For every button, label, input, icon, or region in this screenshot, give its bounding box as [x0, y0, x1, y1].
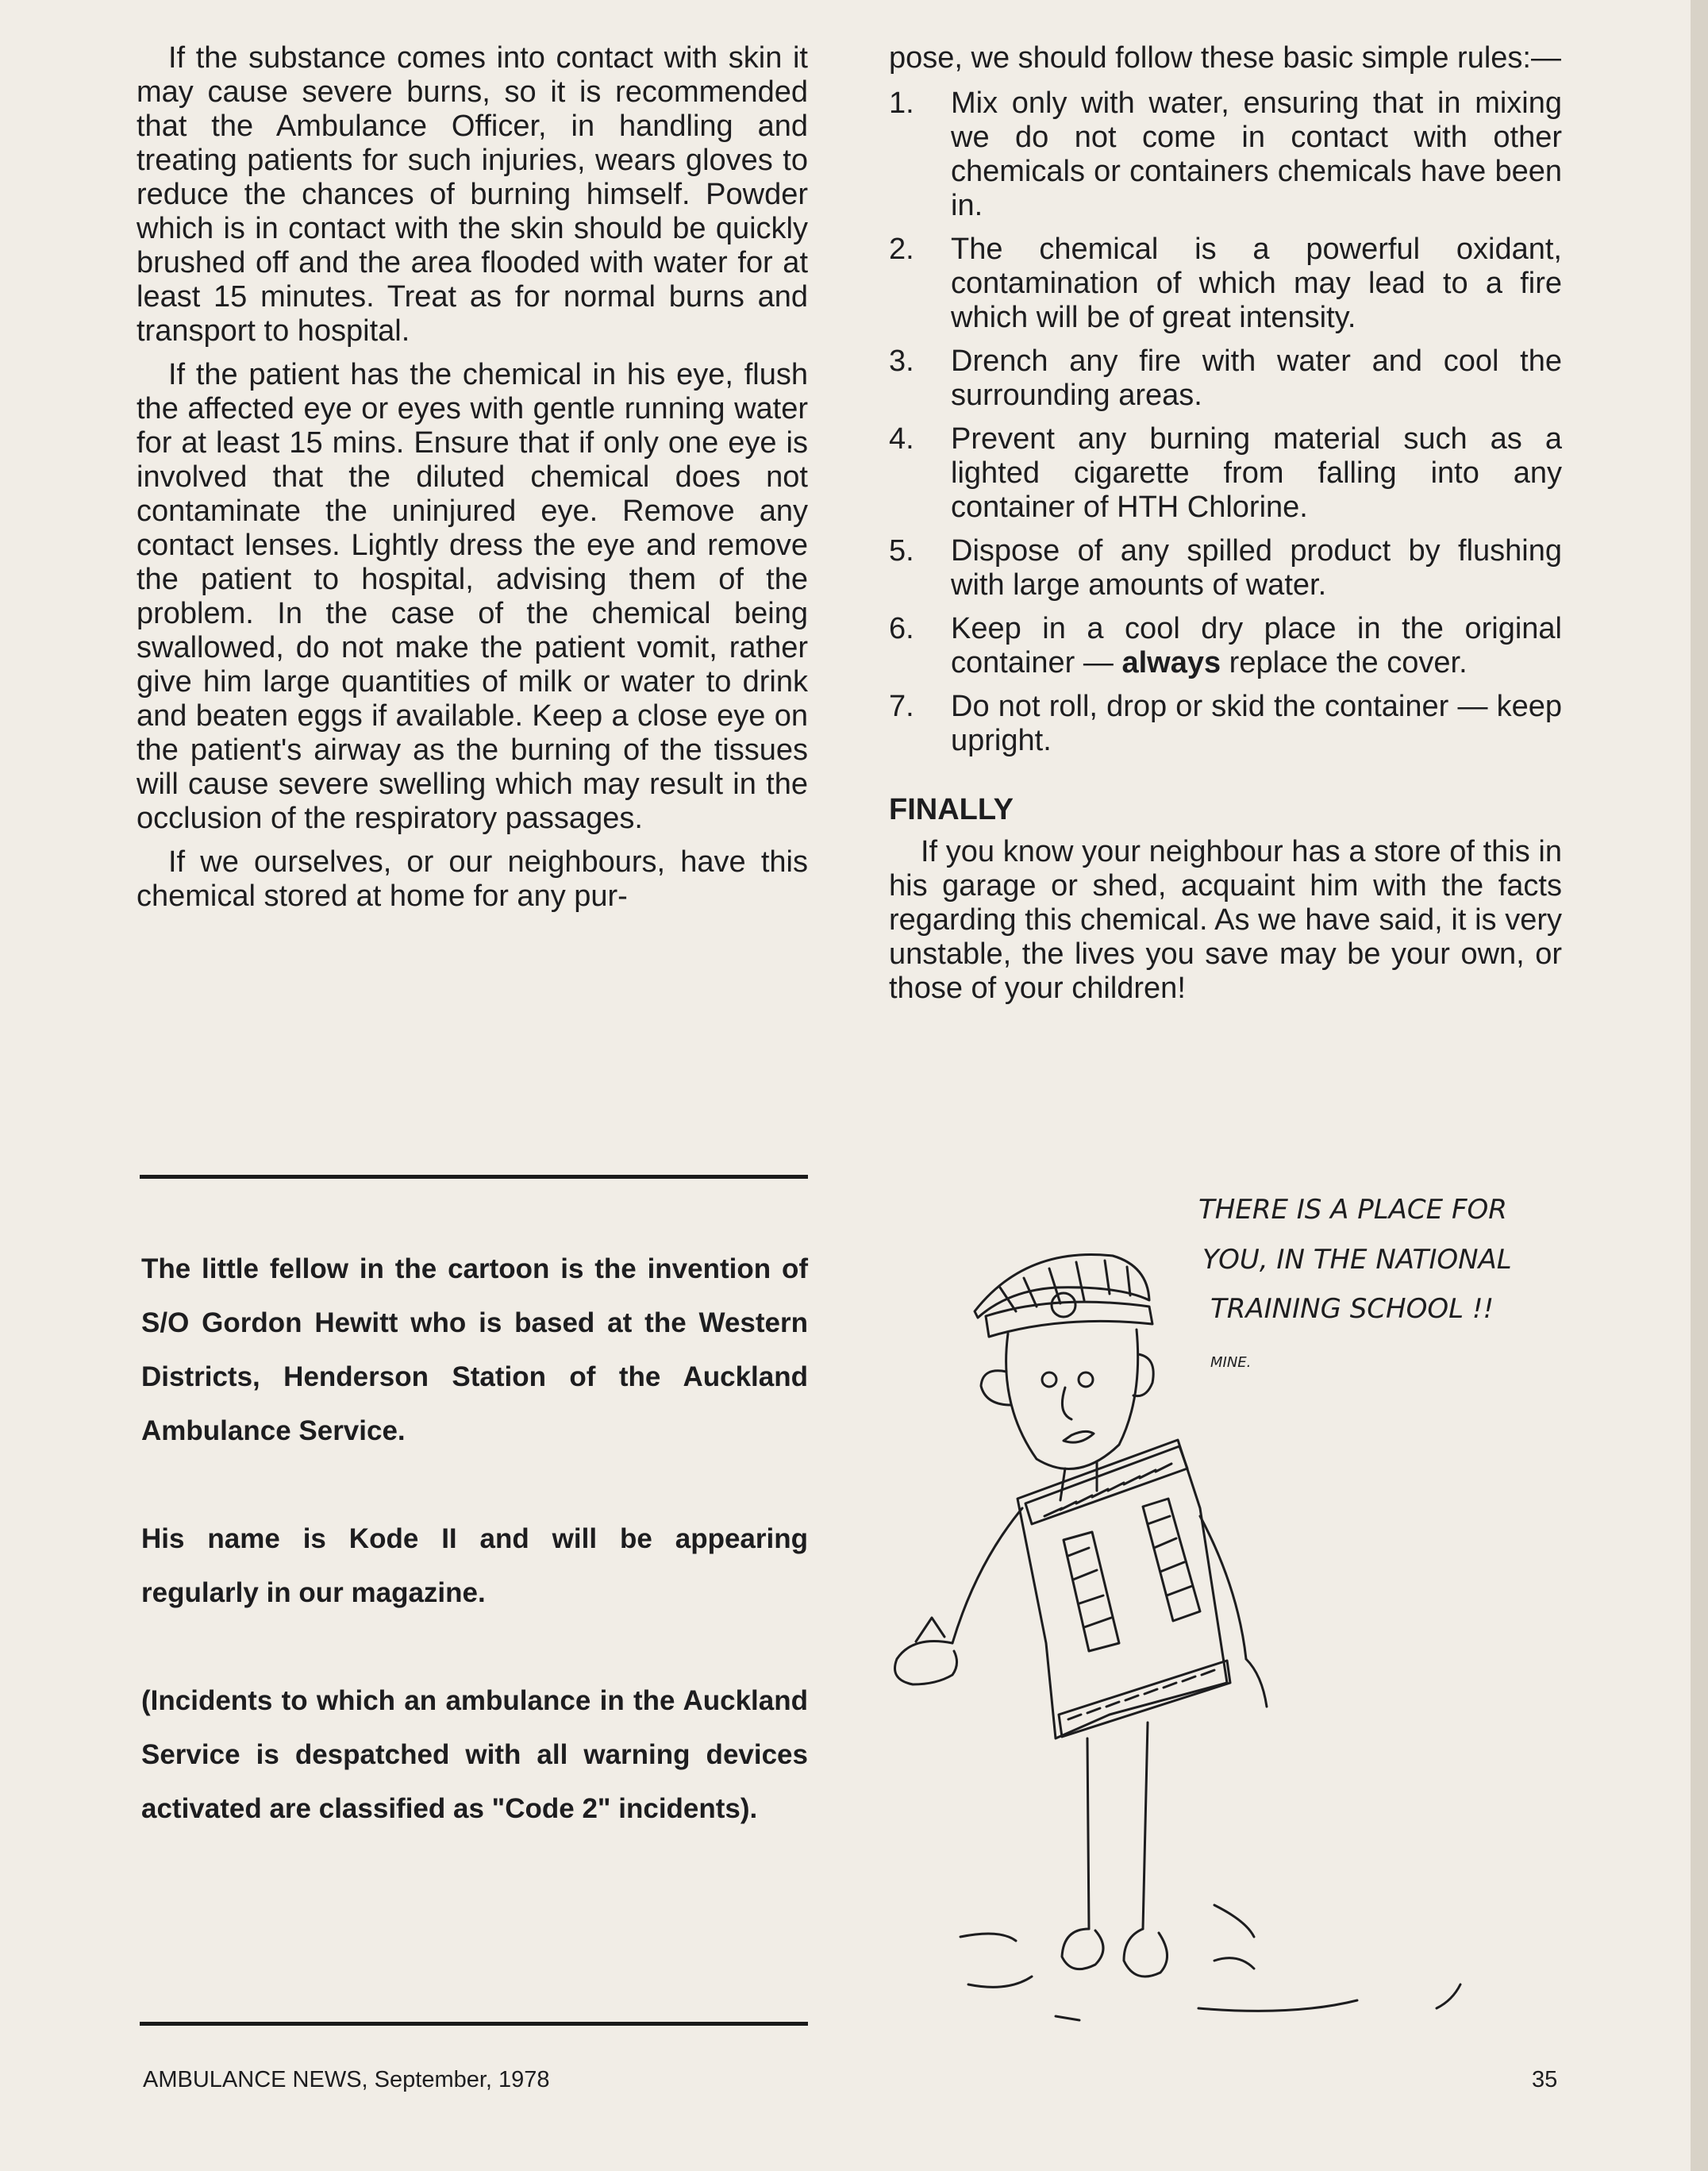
rule-text: Do not roll, drop or skid the container — keep upright.: [951, 690, 1562, 757]
right-hand: [1246, 1659, 1267, 1707]
list-item: [889, 422, 1562, 525]
vest-left-panel: [1064, 1532, 1119, 1651]
finally-heading: FINALLY: [889, 793, 1014, 826]
rule-number: 1.: [889, 87, 914, 120]
right-eye: [1079, 1372, 1093, 1387]
box-top-rule: [140, 1175, 808, 1179]
page-number: 35: [1532, 2067, 1558, 2092]
publication-footer: AMBULANCE NEWS, September, 1978: [143, 2067, 550, 2092]
safety-rules-list: [889, 87, 1562, 758]
nose: [1062, 1388, 1071, 1419]
box-paragraph: His name is Kode II and will be appearing regularly in our magazine.: [141, 1523, 808, 1608]
rule-number: 4.: [889, 422, 914, 456]
rule-text: The chemical is a powerful oxidant, contamination of which may lead to a fire which will be of great intensity.: [951, 233, 1562, 334]
list-item: [889, 534, 1562, 602]
right-foot: [1124, 1929, 1168, 1977]
vest-right-panel: [1143, 1499, 1200, 1621]
rule-text-start: Keep in a cool dry place in the original container —: [951, 612, 1562, 679]
left-foot: [1062, 1929, 1103, 1969]
rule-text: Prevent any burning material such as a lighted cigarette from falling into any container of HTH Chlorine.: [951, 422, 1562, 524]
cap-icon: [975, 1254, 1149, 1318]
list-item: [889, 345, 1562, 413]
mouth: [1064, 1431, 1094, 1442]
rule-number: 6.: [889, 612, 914, 645]
rule-text: Drench any fire with water and cool the surrounding areas.: [951, 345, 1562, 412]
list-item: [889, 87, 1562, 223]
page-edge: [1691, 0, 1708, 2171]
rule-number: 3.: [889, 345, 914, 378]
rule-text: [951, 612, 1562, 680]
left-thumb: [916, 1618, 944, 1642]
cartoon-caption-line2: YOU, IN THE NATIONAL: [1202, 1244, 1512, 1276]
list-item: [889, 612, 1562, 680]
left-leg: [1087, 1738, 1089, 1929]
box-paragraph: (Incidents to which an ambulance in the Auckland Service is despatched with all warning devices activated are classified as "Code 2" incidents).: [141, 1685, 808, 1824]
cap-badge-icon: [1052, 1293, 1075, 1317]
left-arm: [952, 1508, 1022, 1643]
eye-contact-paragraph: If the patient has the chemical in his eye, flush the affected eye or eyes with gentle running water for at least 15 mins. Ensure that if only one eye is involved that the diluted chemical does not contaminate the uninjured eye. Remove any contact lenses. Lightly dress the eye and remove the patient to hospital, advising them of the problem. In the case of the chemical being swallowed, do not make the patient vomit, rather give him large quantities of milk or water to drink and beaten eggs if available. Keep a close eye on the patient's airway as the burning of the tissues will cause severe swelling which may result in the occlusion of the respiratory passages.: [137, 358, 808, 835]
list-item: [889, 690, 1562, 758]
rules-intro: pose, we should follow these basic simple rules:—: [889, 41, 1561, 75]
list-item: [889, 233, 1562, 335]
rule-emphasis: always: [1121, 646, 1221, 679]
cartoon-caption-line3: TRAINING SCHOOL !!: [1210, 1293, 1494, 1325]
finally-paragraph: If you know your neighbour has a store of this in his garage or shed, acquaint him with the facts regarding this chemical. As we have said, it is very unstable, the lives you save may be your own, or those of your children!: [889, 835, 1562, 1005]
right-column: [889, 41, 1562, 1015]
rule-text: Mix only with water, ensuring that in mixing we do not come in contact with other chemicals or containers chemicals have been in.: [951, 87, 1562, 222]
right-arm: [1200, 1516, 1246, 1659]
head-outline: [1006, 1330, 1138, 1469]
left-column: [137, 41, 808, 923]
rule-text: Dispose of any spilled product by flushing with large amounts of water.: [951, 534, 1562, 602]
cap-brim: [986, 1302, 1152, 1337]
rule-number: 2.: [889, 233, 914, 266]
right-leg: [1143, 1723, 1148, 1929]
rule-number: 5.: [889, 534, 914, 568]
cartoon-caption-line1: THERE IS A PLACE FOR: [1198, 1194, 1507, 1226]
box-paragraph: The little fellow in the cartoon is the invention of S/O Gordon Hewitt who is based at the Western Districts, Henderson Station of the Auckland Ambulance Service.: [141, 1253, 808, 1446]
left-hand: [895, 1642, 957, 1685]
ground-sketch-lines: [960, 1905, 1460, 2020]
skin-contact-paragraph: If the substance comes into contact with skin it may cause severe burns, so it is recommended that the Ambulance Officer, in handling and treating patients for such injuries, wears gloves to reduce the chances of burning himself. Powder which is in contact with the skin should be quickly brushed off and the area flooded with water for at least 15 minutes. Treat as for normal burns and transport to hospital.: [137, 41, 808, 348]
rule-text-end: replace the cover.: [1221, 646, 1468, 679]
box-bottom-rule: [140, 2022, 808, 2026]
home-storage-paragraph: If we ourselves, or our neighbours, have this chemical stored at home for any pur-: [137, 845, 808, 913]
vest-top-band: [1025, 1446, 1187, 1524]
left-eye: [1042, 1372, 1056, 1387]
kode-ii-cartoon: [881, 1167, 1579, 2040]
cartoon-info-box: [141, 1242, 808, 1836]
artist-signature: MINE.: [1210, 1354, 1252, 1371]
rule-number: 7.: [889, 690, 914, 723]
